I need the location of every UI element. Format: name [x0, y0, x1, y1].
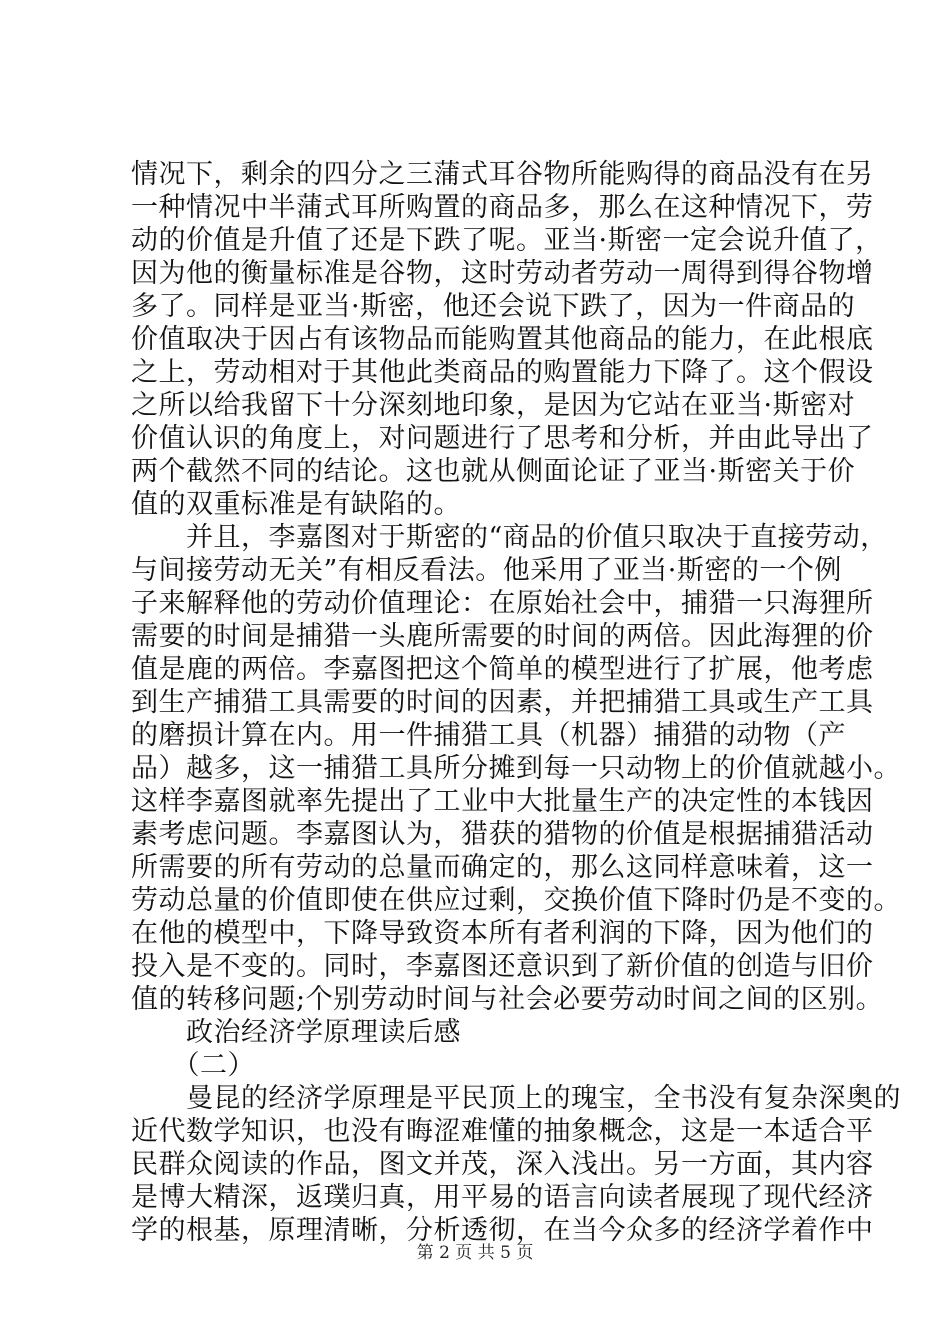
- page-footer: 第 2 页 共 5 页: [416, 1243, 534, 1263]
- text-line: 之所以给我留下十分深刻地印象，是因为它站在亚当·斯密对: [131, 390, 856, 421]
- text-line: 所需要的所有劳动的总量而确定的，那么这同样意味着，这一: [131, 852, 874, 883]
- paragraph-start-line: 曼昆的经济学原理是平民顶上的瑰宝，全书没有复杂深奥的: [131, 1083, 901, 1114]
- text-line: 素考虑问题。李嘉图认为，猎获的猎物的价值是根据捕猎活动: [131, 819, 874, 850]
- text-line: 在他的模型中，下降导致资本所有者利润的下降，因为他们的: [131, 918, 874, 949]
- text-line: 因为他的衡量标准是谷物，这时劳动者劳动一周得到得谷物增: [131, 258, 874, 289]
- text-line: 一种情况中半蒲式耳所购置的商品多，那么在这种情况下，劳: [131, 192, 874, 223]
- text-line: 两个截然不同的结论。这也就从侧面论证了亚当·斯密关于价: [131, 456, 856, 487]
- text-line: 价值取决于因占有该物品而能购置其他商品的能力，在此根底: [131, 324, 874, 355]
- text-line: 学的根基，原理清晰，分析透彻，在当今众多的经济学着作中: [131, 1215, 874, 1246]
- text-line: 投入是不变的。同时，李嘉图还意识到了新价值的创造与旧价: [131, 951, 874, 982]
- text-line: 子来解释他的劳动价值理论：在原始社会中，捕猎一只海狸所: [131, 588, 874, 619]
- text-line: 值的双重标准是有缺陷的。: [131, 489, 461, 520]
- text-line: 近代数学知识，也没有晦涩难懂的抽象概念，这是一本适合平: [131, 1116, 874, 1147]
- text-line: 需要的时间是捕猎一头鹿所需要的时间的两倍。因此海狸的价: [131, 621, 874, 652]
- text-line: 动的价值是升值了还是下跌了呢。亚当·斯密一定会说升值了，: [131, 225, 883, 256]
- text-line: 多了。同样是亚当·斯密，他还会说下跌了，因为一件商品的: [131, 291, 856, 322]
- text-line: 与间接劳动无关”有相反看法。他采用了亚当·斯密的一个例: [131, 555, 842, 586]
- text-line: 价值认识的角度上，对问题进行了思考和分析，并由此导出了: [131, 423, 874, 454]
- section-heading: 政治经济学原理读后感: [131, 1017, 461, 1048]
- text-line: 是博大精深，返璞归真，用平易的语言向读者展现了现代经济: [131, 1182, 874, 1213]
- text-line: 之上，劳动相对于其他此类商品的购置能力下降了。这个假设: [131, 357, 874, 388]
- text-line: 到生产捕猎工具需要的时间的因素，并把捕猎工具或生产工具: [131, 687, 874, 718]
- text-line: 值的转移问题;个别劳动时间与社会必要劳动时间之间的区别。: [131, 984, 884, 1015]
- text-line: 的磨损计算在内。用一件捕猎工具（机器）捕猎的动物（产: [131, 720, 846, 751]
- paragraph-start-line: 并且，李嘉图对于斯密的“商品的价值只取决于直接劳动，: [131, 522, 888, 553]
- text-line: 值是鹿的两倍。李嘉图把这个简单的模型进行了扩展，他考虑: [131, 654, 874, 685]
- section-number: （二）: [131, 1050, 255, 1081]
- text-line: 品）越多，这一捕猎工具所分摊到每一只动物上的价值就越小。: [131, 753, 901, 784]
- text-line: 民群众阅读的作品，图文并茂，深入浅出。另一方面，其内容: [131, 1149, 874, 1180]
- text-line: 情况下，剩余的四分之三蒲式耳谷物所能购得的商品没有在另: [131, 159, 874, 190]
- text-line: 劳动总量的价值即使在供应过剩，交换价值下降时仍是不变的。: [131, 885, 901, 916]
- text-line: 这样李嘉图就率先提出了工业中大批量生产的决定性的本钱因: [131, 786, 874, 817]
